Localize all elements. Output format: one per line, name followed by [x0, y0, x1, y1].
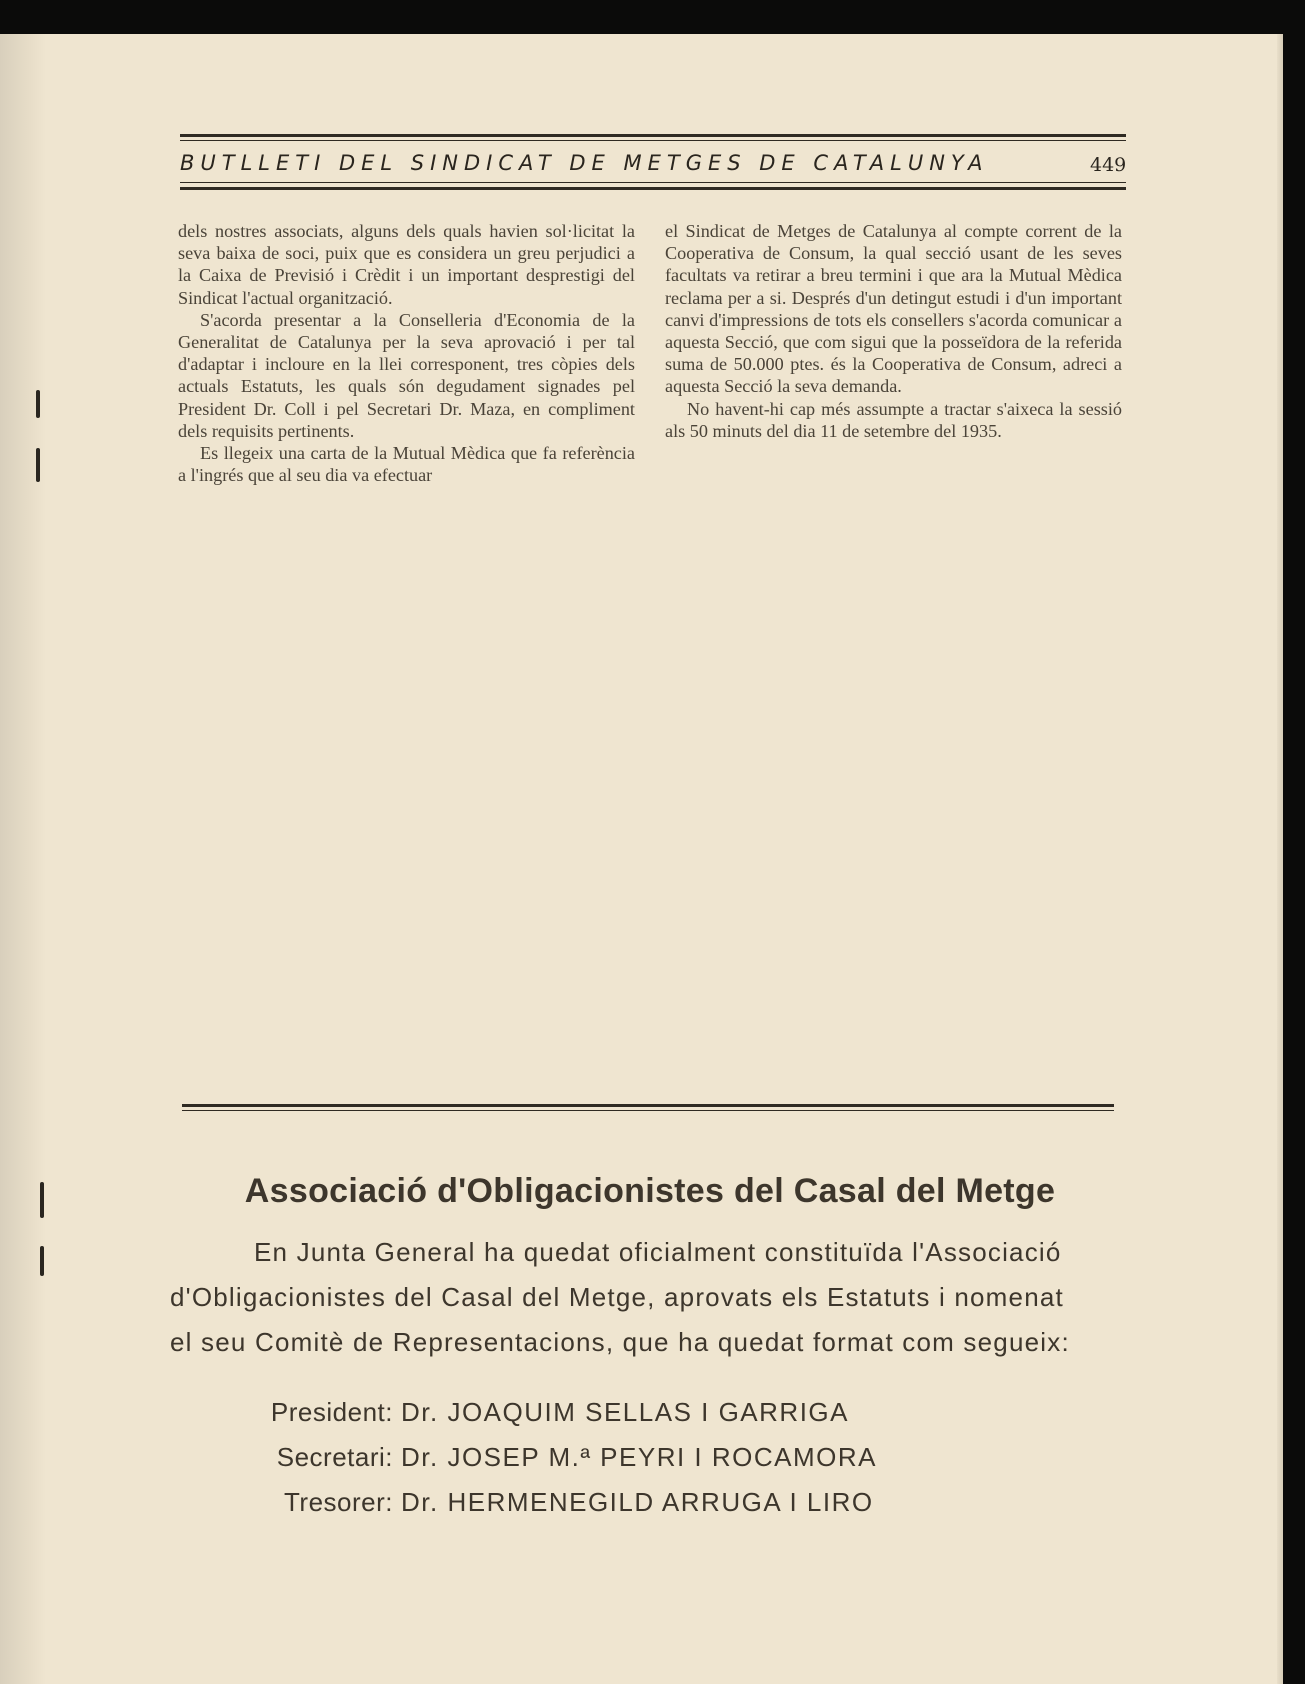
page-edge [1277, 34, 1283, 1684]
header-rule-top [180, 134, 1126, 137]
running-header: BUTLLETI DEL SINDICAT DE METGES DE CATALUNYA [180, 151, 989, 175]
committee-name: Dr. HERMENEGILD ARRUGA I LIRO [401, 1487, 874, 1517]
text-column-left [178, 220, 635, 486]
intro-line: En Junta General ha quedat oficialment constituïda l'Associació [254, 1237, 1062, 1267]
binding-spine [0, 34, 46, 1684]
header-rule-bottom [180, 187, 1126, 190]
section-divider [182, 1104, 1114, 1107]
page-number: 449 [1090, 154, 1127, 176]
paragraph: dels nostres associats, alguns dels quals havien sol·licitat la seva baixa de soci, puix que es considera un greu perjudici a la Caixa de Previsió i Crèdit i un important desprestigi del Sindicat l'actual organització. [178, 221, 635, 308]
section-divider-thin [182, 1110, 1114, 1111]
committee-role: Tresorer: [284, 1487, 393, 1517]
committee-member [250, 1390, 877, 1435]
committee-name: Dr. JOSEP M.ª PEYRI I ROCAMORA [401, 1442, 877, 1472]
committee-member [250, 1435, 877, 1480]
committee-role: Secretari: [276, 1442, 393, 1472]
section-title: Associació d'Obligacionistes del Casal del Metge [244, 1172, 1056, 1210]
header-rule-top-thin [180, 140, 1126, 141]
document-page [0, 34, 1283, 1684]
paragraph: el Sindicat de Metges de Catalunya al compte corrent de la Cooperativa de Consum, la qual secció usant de les seves facultats va retirar a breu termini i que ara la Mutual Mèdica reclama per a si. Després d'un detingut estudi i d'un important canvi d'impressions de tots els consellers s'acorda comunicar a aquesta Secció, que com sigui que la posseïdora de la referida suma de 50.000 ptes. és la Cooperativa de Consum, adreci a aquesta Secció la seva demanda. [665, 221, 1122, 397]
committee-role: President: [270, 1397, 393, 1427]
intro-line: el seu Comitè de Representacions, que ha quedat format com segueix: [170, 1327, 1070, 1357]
paragraph: S'acorda presentar a la Conselleria d'Economia de la Generalitat de Catalunya per la seva aprovació i per tal d'adaptar i incloure en la llei corresponent, tres còpies dels actuals Estatuts, les quals són degudament signades pel President Dr. Coll i pel Secretari Dr. Maza, en compliment dels requisits pertinents. [178, 309, 635, 441]
intro-line: d'Obligacionistes del Casal del Metge, aprovats els Estatuts i nomenat [170, 1282, 1064, 1312]
text-column-right [665, 220, 1122, 442]
committee-name: Dr. JOAQUIM SELLAS I GARRIGA [401, 1397, 849, 1427]
committee-list [250, 1390, 877, 1525]
header-rule-bottom-thin [180, 182, 1126, 183]
paragraph: No havent-hi cap més assumpte a tractar s'aixeca la sessió als 50 minuts del dia 11 de setembre del 1935. [665, 398, 1122, 441]
section-intro [170, 1230, 1122, 1365]
paragraph: Es llegeix una carta de la Mutual Mèdica que fa referència a l'ingrés que al seu dia va efectuar [178, 443, 635, 486]
committee-member [250, 1480, 877, 1525]
